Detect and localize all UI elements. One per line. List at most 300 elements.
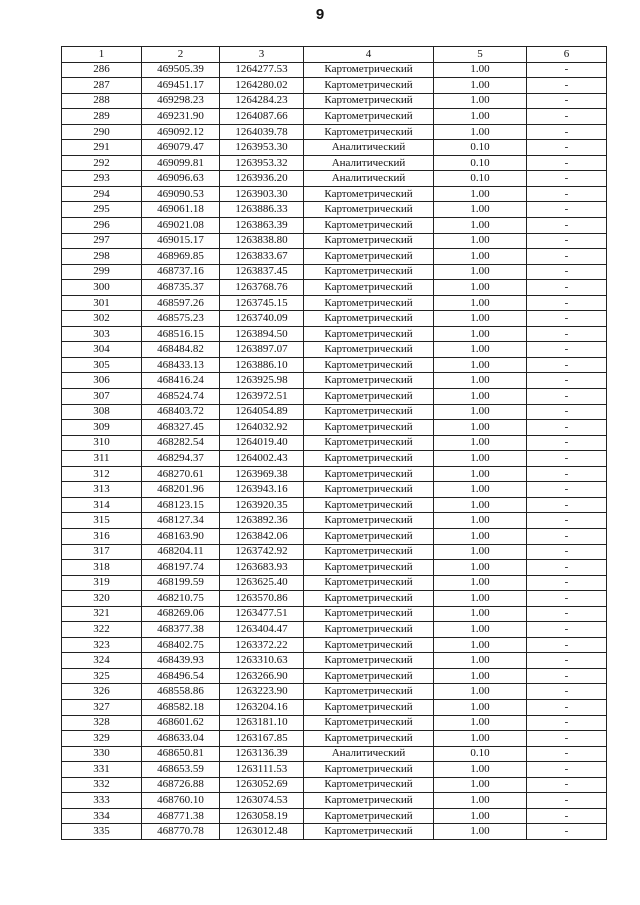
method-cell: Картометрический (304, 668, 434, 684)
method-cell: Картометрический (304, 78, 434, 94)
table-row (62, 528, 607, 544)
method-cell: Картометрический (304, 342, 434, 358)
y-coordinate-cell: 1263936.20 (220, 171, 304, 187)
method-cell: Картометрический (304, 699, 434, 715)
accuracy-cell: 1.00 (434, 653, 527, 669)
accuracy-cell: 1.00 (434, 186, 527, 202)
note-cell: - (527, 342, 607, 358)
point-number-cell: 295 (62, 202, 142, 218)
note-cell: - (527, 420, 607, 436)
y-coordinate-cell: 1263058.19 (220, 808, 304, 824)
note-cell: - (527, 171, 607, 187)
table-row (62, 311, 607, 327)
accuracy-cell: 1.00 (434, 668, 527, 684)
y-coordinate-cell: 1263897.07 (220, 342, 304, 358)
method-cell: Картометрический (304, 637, 434, 653)
accuracy-cell: 1.00 (434, 482, 527, 498)
method-cell: Картометрический (304, 62, 434, 78)
note-cell: - (527, 746, 607, 762)
point-number-cell: 297 (62, 233, 142, 249)
note-cell: - (527, 233, 607, 249)
x-coordinate-cell: 468403.72 (142, 404, 220, 420)
x-coordinate-cell: 468582.18 (142, 699, 220, 715)
accuracy-cell: 1.00 (434, 793, 527, 809)
method-cell: Картометрический (304, 777, 434, 793)
note-cell: - (527, 622, 607, 638)
method-cell: Картометрический (304, 528, 434, 544)
y-coordinate-cell: 1263768.76 (220, 280, 304, 296)
method-cell: Картометрический (304, 420, 434, 436)
x-coordinate-cell: 468737.16 (142, 264, 220, 280)
note-cell: - (527, 777, 607, 793)
point-number-cell: 326 (62, 684, 142, 700)
method-cell: Картометрический (304, 684, 434, 700)
point-number-cell: 309 (62, 420, 142, 436)
table-row (62, 466, 607, 482)
method-cell: Картометрический (304, 280, 434, 296)
y-coordinate-cell: 1264002.43 (220, 451, 304, 467)
y-coordinate-cell: 1263969.38 (220, 466, 304, 482)
accuracy-cell: 1.00 (434, 389, 527, 405)
note-cell: - (527, 326, 607, 342)
x-coordinate-cell: 468597.26 (142, 295, 220, 311)
point-number-cell: 303 (62, 326, 142, 342)
x-coordinate-cell: 468496.54 (142, 668, 220, 684)
y-coordinate-cell: 1263204.16 (220, 699, 304, 715)
accuracy-cell: 1.00 (434, 233, 527, 249)
x-coordinate-cell: 468484.82 (142, 342, 220, 358)
table-header-row (62, 47, 607, 63)
accuracy-cell: 1.00 (434, 264, 527, 280)
page-number: 9 (315, 6, 325, 23)
note-cell: - (527, 606, 607, 622)
method-cell: Картометрический (304, 233, 434, 249)
x-coordinate-cell: 468726.88 (142, 777, 220, 793)
table-row (62, 124, 607, 140)
y-coordinate-cell: 1263181.10 (220, 715, 304, 731)
x-coordinate-cell: 469231.90 (142, 109, 220, 125)
point-number-cell: 288 (62, 93, 142, 109)
y-coordinate-cell: 1263833.67 (220, 249, 304, 265)
x-coordinate-cell: 468210.75 (142, 591, 220, 607)
x-coordinate-cell: 468601.62 (142, 715, 220, 731)
y-coordinate-cell: 1263167.85 (220, 731, 304, 747)
accuracy-cell: 1.00 (434, 373, 527, 389)
note-cell: - (527, 78, 607, 94)
point-number-cell: 304 (62, 342, 142, 358)
y-coordinate-cell: 1263863.39 (220, 218, 304, 234)
accuracy-cell: 1.00 (434, 606, 527, 622)
method-cell: Аналитический (304, 746, 434, 762)
table-row (62, 342, 607, 358)
y-coordinate-cell: 1263920.35 (220, 497, 304, 513)
point-number-cell: 318 (62, 560, 142, 576)
table-row (62, 435, 607, 451)
y-coordinate-cell: 1263894.50 (220, 326, 304, 342)
table-row (62, 731, 607, 747)
note-cell: - (527, 528, 607, 544)
note-cell: - (527, 653, 607, 669)
point-number-cell: 306 (62, 373, 142, 389)
x-coordinate-cell: 468735.37 (142, 280, 220, 296)
y-coordinate-cell: 1263745.15 (220, 295, 304, 311)
table-row (62, 653, 607, 669)
column-header: 3 (220, 47, 304, 63)
table-row (62, 762, 607, 778)
point-number-cell: 301 (62, 295, 142, 311)
y-coordinate-cell: 1263953.32 (220, 155, 304, 171)
accuracy-cell: 1.00 (434, 357, 527, 373)
table-row (62, 62, 607, 78)
accuracy-cell: 1.00 (434, 528, 527, 544)
table-row (62, 373, 607, 389)
y-coordinate-cell: 1263903.30 (220, 186, 304, 202)
table-row (62, 357, 607, 373)
x-coordinate-cell: 468270.61 (142, 466, 220, 482)
y-coordinate-cell: 1263223.90 (220, 684, 304, 700)
column-header: 5 (434, 47, 527, 63)
method-cell: Картометрический (304, 544, 434, 560)
note-cell: - (527, 560, 607, 576)
note-cell: - (527, 140, 607, 156)
table-body (62, 62, 607, 839)
table-row (62, 606, 607, 622)
table-row (62, 715, 607, 731)
x-coordinate-cell: 468524.74 (142, 389, 220, 405)
note-cell: - (527, 264, 607, 280)
x-coordinate-cell: 468771.38 (142, 808, 220, 824)
note-cell: - (527, 124, 607, 140)
point-number-cell: 298 (62, 249, 142, 265)
x-coordinate-cell: 468127.34 (142, 513, 220, 529)
note-cell: - (527, 762, 607, 778)
y-coordinate-cell: 1263925.98 (220, 373, 304, 389)
point-number-cell: 335 (62, 824, 142, 840)
note-cell: - (527, 404, 607, 420)
table-row (62, 808, 607, 824)
accuracy-cell: 1.00 (434, 326, 527, 342)
y-coordinate-cell: 1263740.09 (220, 311, 304, 327)
y-coordinate-cell: 1264087.66 (220, 109, 304, 125)
accuracy-cell: 1.00 (434, 109, 527, 125)
accuracy-cell: 1.00 (434, 591, 527, 607)
point-number-cell: 293 (62, 171, 142, 187)
table-row (62, 326, 607, 342)
point-number-cell: 333 (62, 793, 142, 809)
method-cell: Картометрический (304, 793, 434, 809)
note-cell: - (527, 715, 607, 731)
method-cell: Картометрический (304, 109, 434, 125)
method-cell: Картометрический (304, 513, 434, 529)
column-header: 6 (527, 47, 607, 63)
point-number-cell: 323 (62, 637, 142, 653)
method-cell: Картометрический (304, 93, 434, 109)
method-cell: Картометрический (304, 389, 434, 405)
y-coordinate-cell: 1263477.51 (220, 606, 304, 622)
x-coordinate-cell: 468969.85 (142, 249, 220, 265)
table-row (62, 622, 607, 638)
point-number-cell: 330 (62, 746, 142, 762)
note-cell: - (527, 373, 607, 389)
point-number-cell: 314 (62, 497, 142, 513)
note-cell: - (527, 62, 607, 78)
method-cell: Картометрический (304, 762, 434, 778)
table-row (62, 109, 607, 125)
y-coordinate-cell: 1263886.10 (220, 357, 304, 373)
x-coordinate-cell: 469505.39 (142, 62, 220, 78)
accuracy-cell: 1.00 (434, 78, 527, 94)
note-cell: - (527, 186, 607, 202)
table-row (62, 155, 607, 171)
method-cell: Картометрический (304, 264, 434, 280)
y-coordinate-cell: 1264284.23 (220, 93, 304, 109)
note-cell: - (527, 544, 607, 560)
note-cell: - (527, 295, 607, 311)
accuracy-cell: 1.00 (434, 699, 527, 715)
x-coordinate-cell: 468269.06 (142, 606, 220, 622)
x-coordinate-cell: 468123.15 (142, 497, 220, 513)
point-number-cell: 331 (62, 762, 142, 778)
point-number-cell: 294 (62, 186, 142, 202)
table-row (62, 140, 607, 156)
table-row (62, 389, 607, 405)
table-row (62, 249, 607, 265)
accuracy-cell: 1.00 (434, 404, 527, 420)
accuracy-cell: 1.00 (434, 93, 527, 109)
method-cell: Картометрический (304, 326, 434, 342)
table-row (62, 777, 607, 793)
point-number-cell: 316 (62, 528, 142, 544)
accuracy-cell: 1.00 (434, 808, 527, 824)
x-coordinate-cell: 468760.10 (142, 793, 220, 809)
y-coordinate-cell: 1263742.92 (220, 544, 304, 560)
note-cell: - (527, 451, 607, 467)
accuracy-cell: 1.00 (434, 451, 527, 467)
accuracy-cell: 1.00 (434, 715, 527, 731)
x-coordinate-cell: 468770.78 (142, 824, 220, 840)
table-row (62, 668, 607, 684)
table-row (62, 746, 607, 762)
table-row (62, 684, 607, 700)
table-row (62, 793, 607, 809)
note-cell: - (527, 824, 607, 840)
method-cell: Картометрический (304, 606, 434, 622)
accuracy-cell: 1.00 (434, 420, 527, 436)
method-cell: Картометрический (304, 715, 434, 731)
note-cell: - (527, 731, 607, 747)
x-coordinate-cell: 468633.04 (142, 731, 220, 747)
accuracy-cell: 1.00 (434, 342, 527, 358)
note-cell: - (527, 357, 607, 373)
y-coordinate-cell: 1264277.53 (220, 62, 304, 78)
accuracy-cell: 1.00 (434, 762, 527, 778)
note-cell: - (527, 155, 607, 171)
table-row (62, 404, 607, 420)
point-number-cell: 308 (62, 404, 142, 420)
point-number-cell: 300 (62, 280, 142, 296)
y-coordinate-cell: 1264054.89 (220, 404, 304, 420)
table-row (62, 591, 607, 607)
x-coordinate-cell: 468282.54 (142, 435, 220, 451)
x-coordinate-cell: 468653.59 (142, 762, 220, 778)
x-coordinate-cell: 468197.74 (142, 560, 220, 576)
accuracy-cell: 1.00 (434, 435, 527, 451)
note-cell: - (527, 109, 607, 125)
table-row (62, 264, 607, 280)
note-cell: - (527, 482, 607, 498)
y-coordinate-cell: 1264019.40 (220, 435, 304, 451)
coordinates-table (61, 46, 607, 840)
method-cell: Картометрический (304, 435, 434, 451)
accuracy-cell: 0.10 (434, 746, 527, 762)
point-number-cell: 327 (62, 699, 142, 715)
point-number-cell: 322 (62, 622, 142, 638)
method-cell: Картометрический (304, 808, 434, 824)
x-coordinate-cell: 468377.38 (142, 622, 220, 638)
point-number-cell: 287 (62, 78, 142, 94)
x-coordinate-cell: 468575.23 (142, 311, 220, 327)
x-coordinate-cell: 468416.24 (142, 373, 220, 389)
method-cell: Картометрический (304, 311, 434, 327)
table-row (62, 233, 607, 249)
x-coordinate-cell: 468558.86 (142, 684, 220, 700)
method-cell: Картометрический (304, 560, 434, 576)
point-number-cell: 291 (62, 140, 142, 156)
point-number-cell: 312 (62, 466, 142, 482)
point-number-cell: 321 (62, 606, 142, 622)
accuracy-cell: 1.00 (434, 280, 527, 296)
point-number-cell: 313 (62, 482, 142, 498)
x-coordinate-cell: 469015.17 (142, 233, 220, 249)
accuracy-cell: 1.00 (434, 777, 527, 793)
note-cell: - (527, 389, 607, 405)
note-cell: - (527, 202, 607, 218)
y-coordinate-cell: 1263012.48 (220, 824, 304, 840)
accuracy-cell: 1.00 (434, 544, 527, 560)
table-row (62, 451, 607, 467)
note-cell: - (527, 684, 607, 700)
point-number-cell: 324 (62, 653, 142, 669)
table-row (62, 420, 607, 436)
method-cell: Аналитический (304, 171, 434, 187)
point-number-cell: 286 (62, 62, 142, 78)
table-row (62, 93, 607, 109)
y-coordinate-cell: 1263404.47 (220, 622, 304, 638)
table-row (62, 78, 607, 94)
note-cell: - (527, 793, 607, 809)
method-cell: Картометрический (304, 591, 434, 607)
accuracy-cell: 1.00 (434, 218, 527, 234)
method-cell: Картометрический (304, 202, 434, 218)
y-coordinate-cell: 1264039.78 (220, 124, 304, 140)
method-cell: Картометрический (304, 249, 434, 265)
x-coordinate-cell: 468294.37 (142, 451, 220, 467)
note-cell: - (527, 466, 607, 482)
table-row (62, 824, 607, 840)
x-coordinate-cell: 468402.75 (142, 637, 220, 653)
table-row (62, 280, 607, 296)
point-number-cell: 319 (62, 575, 142, 591)
x-coordinate-cell: 468327.45 (142, 420, 220, 436)
table-row (62, 513, 607, 529)
accuracy-cell: 1.00 (434, 513, 527, 529)
accuracy-cell: 0.10 (434, 155, 527, 171)
point-number-cell: 329 (62, 731, 142, 747)
note-cell: - (527, 93, 607, 109)
column-header: 2 (142, 47, 220, 63)
point-number-cell: 310 (62, 435, 142, 451)
accuracy-cell: 1.00 (434, 575, 527, 591)
accuracy-cell: 1.00 (434, 124, 527, 140)
y-coordinate-cell: 1263943.16 (220, 482, 304, 498)
note-cell: - (527, 699, 607, 715)
y-coordinate-cell: 1263886.33 (220, 202, 304, 218)
point-number-cell: 332 (62, 777, 142, 793)
column-header: 4 (304, 47, 434, 63)
x-coordinate-cell: 469079.47 (142, 140, 220, 156)
method-cell: Картометрический (304, 451, 434, 467)
accuracy-cell: 1.00 (434, 311, 527, 327)
accuracy-cell: 0.10 (434, 140, 527, 156)
note-cell: - (527, 280, 607, 296)
y-coordinate-cell: 1263625.40 (220, 575, 304, 591)
x-coordinate-cell: 469096.63 (142, 171, 220, 187)
y-coordinate-cell: 1263074.53 (220, 793, 304, 809)
accuracy-cell: 1.00 (434, 731, 527, 747)
x-coordinate-cell: 469092.12 (142, 124, 220, 140)
method-cell: Картометрический (304, 653, 434, 669)
table-row (62, 218, 607, 234)
table-row (62, 560, 607, 576)
y-coordinate-cell: 1263111.53 (220, 762, 304, 778)
accuracy-cell: 1.00 (434, 202, 527, 218)
x-coordinate-cell: 469061.18 (142, 202, 220, 218)
y-coordinate-cell: 1263052.69 (220, 777, 304, 793)
note-cell: - (527, 311, 607, 327)
y-coordinate-cell: 1264280.02 (220, 78, 304, 94)
coordinates-table-container (61, 46, 606, 840)
method-cell: Картометрический (304, 218, 434, 234)
accuracy-cell: 1.00 (434, 684, 527, 700)
method-cell: Картометрический (304, 466, 434, 482)
accuracy-cell: 1.00 (434, 560, 527, 576)
y-coordinate-cell: 1264032.92 (220, 420, 304, 436)
point-number-cell: 320 (62, 591, 142, 607)
x-coordinate-cell: 468163.90 (142, 528, 220, 544)
accuracy-cell: 1.00 (434, 824, 527, 840)
method-cell: Картометрический (304, 186, 434, 202)
x-coordinate-cell: 469021.08 (142, 218, 220, 234)
y-coordinate-cell: 1263892.36 (220, 513, 304, 529)
point-number-cell: 311 (62, 451, 142, 467)
method-cell: Картометрический (304, 295, 434, 311)
note-cell: - (527, 591, 607, 607)
accuracy-cell: 0.10 (434, 171, 527, 187)
table-row (62, 171, 607, 187)
table-row (62, 544, 607, 560)
point-number-cell: 315 (62, 513, 142, 529)
method-cell: Картометрический (304, 497, 434, 513)
accuracy-cell: 1.00 (434, 466, 527, 482)
table-row (62, 497, 607, 513)
column-header: 1 (62, 47, 142, 63)
y-coordinate-cell: 1263683.93 (220, 560, 304, 576)
method-cell: Картометрический (304, 373, 434, 389)
accuracy-cell: 1.00 (434, 62, 527, 78)
x-coordinate-cell: 468650.81 (142, 746, 220, 762)
point-number-cell: 299 (62, 264, 142, 280)
y-coordinate-cell: 1263842.06 (220, 528, 304, 544)
